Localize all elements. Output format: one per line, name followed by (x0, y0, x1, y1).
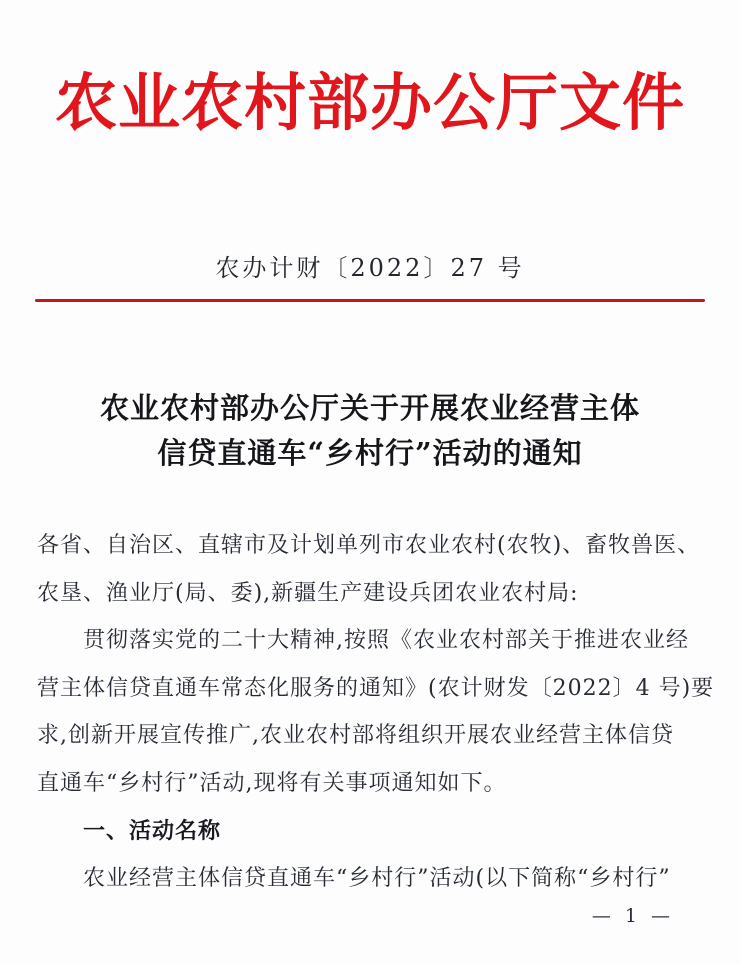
document-body (37, 522, 715, 903)
salutation-line-2: 农垦、渔业厅(局、委),新疆生产建设兵团农业农村局: (37, 580, 579, 606)
paragraph1-line-4: 直通车“乡村行”活动,现将有关事项通知如下。 (37, 770, 507, 796)
paragraph1-line-3: 求,创新开展宣传推广,农业农村部将组织开展农业经营主体信贷 (37, 723, 674, 749)
salutation-line-1: 各省、自治区、直辖市及计划单列市农业农村(农牧)、畜牧兽医、 (37, 533, 701, 558)
paragraph2-line-1: 农业经营主体信贷直通车“乡村行”活动(以下简称“乡村行” (83, 866, 671, 892)
section-heading-1: 一、活动名称 (83, 817, 222, 844)
red-separator-rule (35, 299, 705, 302)
page-number: — 1 — (591, 905, 674, 927)
document-title (0, 386, 740, 476)
document-title-line-1: 农业农村部办公厅关于开展农业经营主体 (99, 391, 640, 425)
document-number: 农办计财〔2022〕27 号 (215, 254, 525, 282)
letterhead-title: 农业农村部办公厅文件 (54, 66, 685, 139)
paragraph1-line-2: 营主体信贷直通车常态化服务的通知》(农计财发〔2022〕4 号)要 (37, 675, 715, 701)
paragraph1-line-1: 贯彻落实党的二十大精神,按照《农业农村部关于推进农业经 (83, 628, 689, 654)
document-title-line-2: 信贷直通车“乡村行”活动的通知 (157, 436, 583, 470)
